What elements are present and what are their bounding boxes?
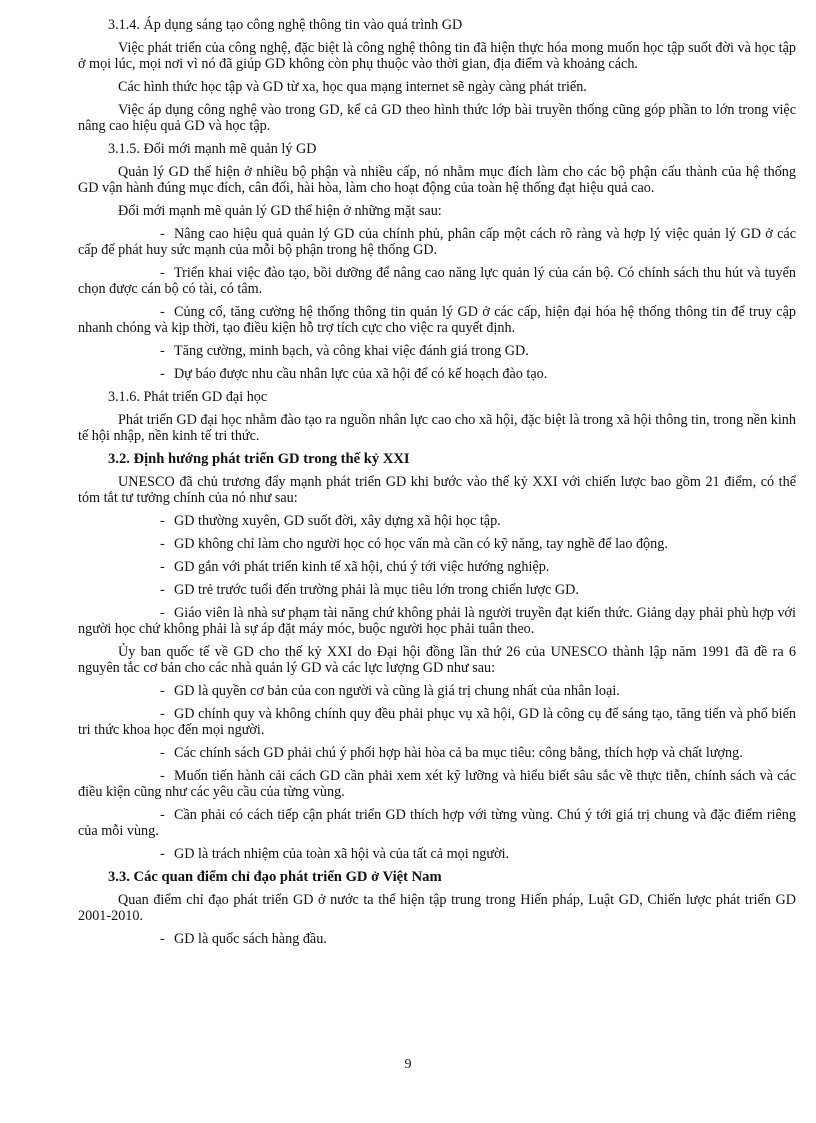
bullet-dash: -	[160, 304, 165, 320]
bullet-dash: -	[160, 683, 165, 699]
bullet-dash: -	[160, 343, 165, 359]
bullet-text: GD là quốc sách hàng đầu.	[174, 931, 327, 947]
bullet-item	[78, 931, 796, 947]
bullet-text: GD là trách nhiệm của toàn xã hội và của tất cả mọi người.	[174, 846, 510, 862]
paragraph: Phát triển GD đại học nhằm đào tạo ra nguồn nhân lực cao cho xã hội, đặc biệt là trong xã hội thông tin, trong nền kinh tế hội nhập, nền kinh tế tri thức.	[78, 412, 796, 444]
bullet-dash: -	[160, 745, 165, 761]
bullet-dash: -	[160, 846, 165, 862]
bullet-text: GD là quyền cơ bản của con người và cũng là giá trị chung nhất của nhân loại.	[174, 683, 620, 699]
bullet-text: Cần phải có cách tiếp cận phát triển GD thích hợp với từng vùng. Chú ý tới giá trị chung và đặc điểm riêng của mỗi vùng.	[78, 807, 796, 839]
bullet-item	[78, 559, 796, 575]
subsection-heading: 3.1.6. Phát triển GD đại học	[108, 389, 268, 405]
bullet-item	[78, 304, 796, 336]
bullet-text: Muốn tiến hành cải cách GD cần phải xem xét kỹ lưỡng và hiểu biết sâu sắc về thực tiễn, chính sách và các điều kiện cũng như các yêu cầu của từng vùng.	[78, 768, 796, 800]
bullet-item	[78, 343, 796, 359]
bullet-item	[78, 226, 796, 258]
bullet-dash: -	[160, 513, 165, 529]
bullet-item	[78, 706, 796, 738]
subsection-heading: 3.1.4. Áp dụng sáng tạo công nghệ thông tin vào quá trình GD	[108, 17, 463, 33]
bullet-item	[78, 513, 796, 529]
bullet-item	[78, 745, 796, 761]
bullet-item	[78, 683, 796, 699]
bullet-dash: -	[160, 559, 165, 575]
bullet-item	[78, 536, 796, 552]
paragraph: Đổi mới mạnh mẽ quản lý GD thể hiện ở những mặt sau:	[118, 203, 442, 219]
bullet-item	[78, 807, 796, 839]
bullet-dash: -	[160, 366, 165, 382]
bullet-text: Tăng cường, minh bạch, và công khai việc đánh giá trong GD.	[174, 343, 529, 359]
bullet-text: Củng cố, tăng cường hệ thống thông tin quản lý GD ở các cấp, hiện đại hóa hệ thống thông tin để truy cập nhanh chóng và kịp thời, tạo điều kiện hỗ trợ tích cực cho việc ra quyết định.	[78, 304, 796, 336]
bullet-text: Các chính sách GD phải chú ý phối hợp hài hòa cả ba mục tiêu: công bằng, thích hợp và chất lượng.	[174, 745, 743, 761]
bullet-item	[78, 265, 796, 297]
paragraph: UNESCO đã chủ trương đẩy mạnh phát triển GD khi bước vào thế kỷ XXI với chiến lược bao gồm 21 điểm, có thể tóm tắt tư tưởng chính của nó như sau:	[78, 474, 796, 506]
bullet-text: GD thường xuyên, GD suốt đời, xây dựng xã hội học tập.	[174, 513, 501, 529]
paragraph: Các hình thức học tập và GD từ xa, học qua mạng internet sẽ ngày càng phát triển.	[118, 79, 587, 95]
subsection-heading: 3.1.5. Đổi mới mạnh mẽ quản lý GD	[108, 141, 317, 157]
bullet-item	[78, 582, 796, 598]
bullet-dash: -	[160, 226, 165, 242]
section-heading: 3.2. Định hướng phát triển GD trong thế kỷ XXI	[108, 451, 410, 467]
bullet-item	[78, 846, 796, 862]
paragraph: Việc áp dụng công nghệ vào trong GD, kể cả GD theo hình thức lớp bài truyền thống cũng góp phần to lớn trong việc nâng cao hiệu quả GD và học tập.	[78, 102, 796, 134]
bullet-text: GD chính quy và không chính quy đều phải phục vụ xã hội, GD là công cụ để sáng tạo, tăng tiến và phổ biến tri thức khoa học đến mọi người.	[78, 706, 796, 738]
page-content	[78, 17, 796, 954]
bullet-text: Nâng cao hiệu quả quản lý GD của chính phủ, phân cấp một cách rõ ràng và hợp lý việc quản lý GD ở các cấp để phát huy sức mạnh của mỗi bộ phận trong hệ thống GD.	[78, 226, 796, 258]
bullet-item	[78, 605, 796, 637]
bullet-dash: -	[160, 605, 165, 621]
bullet-text: Dự báo được nhu cầu nhân lực của xã hội để có kế hoạch đào tạo.	[174, 366, 548, 382]
paragraph: Việc phát triển của công nghệ, đặc biệt là công nghệ thông tin đã hiện thực hóa mong muốn học tập suốt đời và học tập ở mọi lúc, mọi nơi vì nó đã giúp GD không còn phụ thuộc vào thời gian, địa điểm và khoảng cách.	[78, 40, 796, 72]
bullet-text: Giáo viên là nhà sư phạm tài năng chứ không phải là người truyền đạt kiến thức. Giảng dạy phải phù hợp với người học chứ không phải là sự áp đặt máy móc, buộc người học phải tuân theo.	[78, 605, 796, 637]
bullet-text: GD trẻ trước tuổi đến trường phải là mục tiêu lớn trong chiến lược GD.	[174, 582, 579, 598]
bullet-dash: -	[160, 768, 165, 784]
section-heading: 3.3. Các quan điểm chỉ đạo phát triển GD ở Việt Nam	[108, 869, 442, 885]
bullet-dash: -	[160, 265, 165, 281]
bullet-dash: -	[160, 706, 165, 722]
bullet-text: GD gắn với phát triển kinh tế xã hội, chú ý tới việc hướng nghiệp.	[174, 559, 550, 575]
page-number: 9	[404, 1057, 412, 1072]
paragraph: Quản lý GD thể hiện ở nhiều bộ phận và nhiều cấp, nó nhằm mục đích làm cho các bộ phận cấu thành của hệ thống GD vận hành đúng mục đích, cân đối, hài hòa, làm cho hoạt động của toàn hệ thống đạt hiệu quả cao.	[78, 164, 796, 196]
bullet-dash: -	[160, 931, 165, 947]
bullet-dash: -	[160, 536, 165, 552]
bullet-dash: -	[160, 807, 165, 823]
bullet-text: Triển khai việc đào tạo, bồi dưỡng để nâng cao năng lực quản lý của cán bộ. Có chính sách thu hút và tuyển chọn được cán bộ có tài, có tâm.	[78, 265, 796, 297]
bullet-text: GD không chỉ làm cho người học có học vấn mà cần có kỹ năng, tay nghề để lao động.	[174, 536, 668, 552]
paragraph: Quan điểm chỉ đạo phát triển GD ở nước ta thể hiện tập trung trong Hiến pháp, Luật GD, Chiến lược phát triển GD 2001-2010.	[78, 892, 796, 924]
bullet-dash: -	[160, 582, 165, 598]
bullet-item	[78, 366, 796, 382]
bullet-item	[78, 768, 796, 800]
paragraph: Ủy ban quốc tế về GD cho thế kỷ XXI do Đại hội đồng lần thứ 26 của UNESCO thành lập năm 1991 đã đề ra 6 nguyên tắc cơ bản cho các nhà quản lý GD và các lực lượng GD như sau:	[78, 644, 796, 676]
